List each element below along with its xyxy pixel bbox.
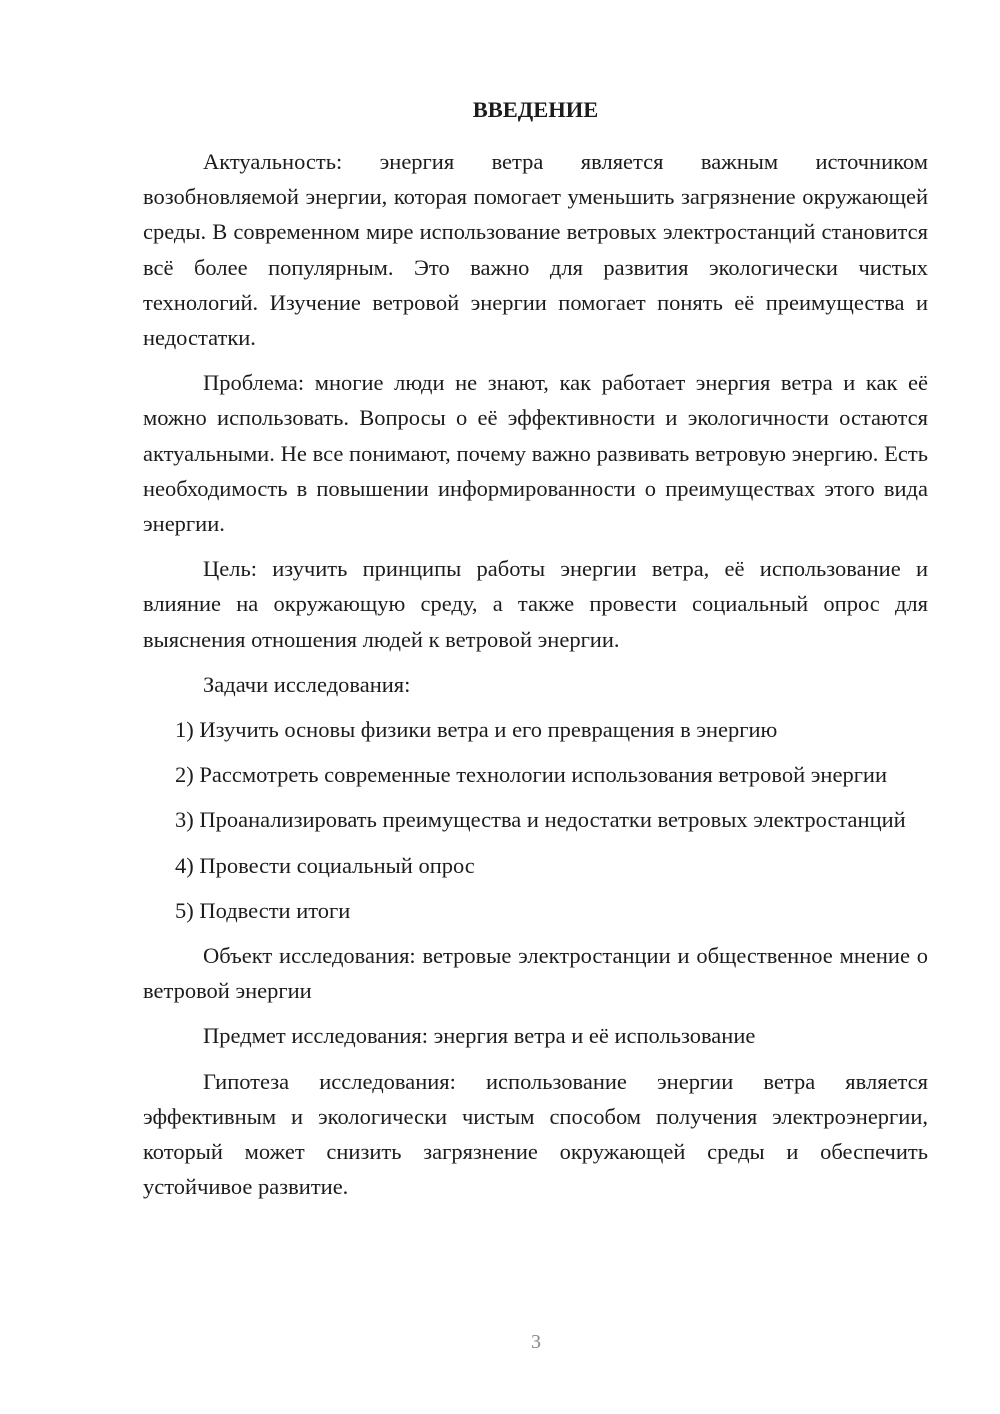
page-number: 3: [531, 1331, 541, 1353]
paragraph-object: Объект исследования: ветровые электростанции и общественное мнение о ветровой энергии: [143, 943, 928, 1004]
page-content: [143, 92, 928, 1214]
task-item-3: 3) Проанализировать преимущества и недостатки ветровых электростанций: [175, 807, 906, 833]
paragraph-relevance: Актуальность: энергия ветра является важным источником возобновляемой энергии, которая помогает уменьшить загрязнение окружающей среды. В современном мире использование ветровых электростанций становится всё более популярным. Это важно для развития экологически чистых технологий. Изучение ветровой энергии помогает понять её преимущества и недостатки.: [143, 149, 928, 351]
task-item-1: 1) Изучить основы физики ветра и его превращения в энергию: [175, 717, 778, 743]
paragraph-subject: Предмет исследования: энергия ветра и её использование: [203, 1023, 756, 1049]
task-item-4: 4) Провести социальный опрос: [175, 852, 475, 878]
paragraph-hypothesis: Гипотеза исследования: использование энергии ветра является эффективным и экологически чистым способом получения электроэнергии, который может снизить загрязнение окружающей среды и обеспечить устойчивое развитие.: [143, 1068, 928, 1200]
task-item-2: 2) Рассмотреть современные технологии использования ветровой энергии: [175, 762, 888, 788]
section-heading: ВВЕДЕНИЕ: [472, 97, 599, 122]
paragraph-goal: Цель: изучить принципы работы энергии ветра, её использование и влияние на окружающую среду, а также провести социальный опрос для выяснения отношения людей к ветровой энергии.: [143, 556, 928, 652]
paragraph-tasks-heading: Задачи исследования:: [203, 671, 411, 697]
paragraph-problem: Проблема: многие люди не знают, как работает энергия ветра и как её можно использовать. Вопросы о её эффективности и экологичности остаются актуальными. Не все понимают, почему важно развивать ветровую энергию. Есть необходимость в повышении информированности о преимуществах этого вида энергии.: [143, 370, 928, 537]
task-item-5: 5) Подвести итоги: [175, 897, 351, 923]
